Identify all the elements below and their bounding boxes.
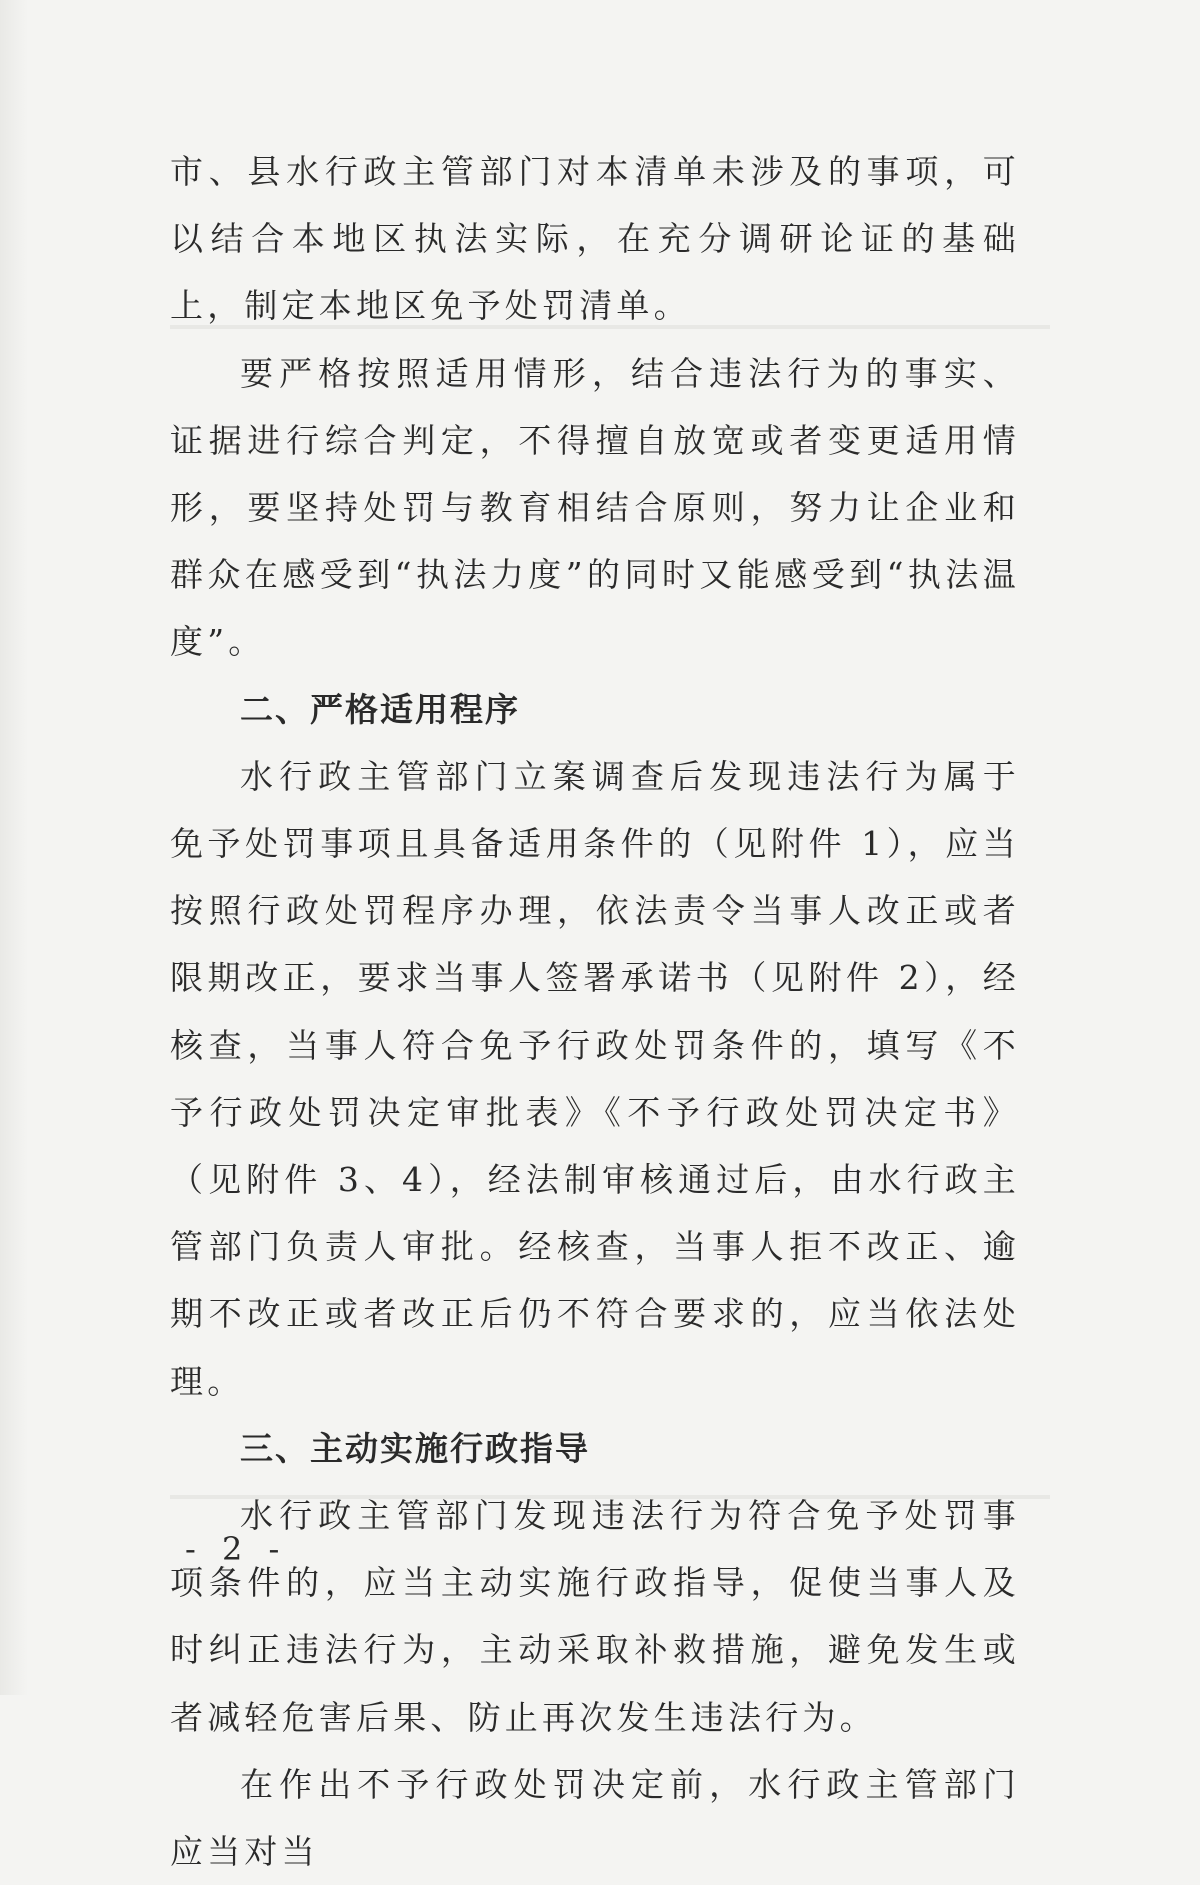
document-body: [170, 138, 1020, 1885]
body-paragraph: 要严格按照适用情形，结合违法行为的事实、证据进行综合判定，不得擅自放宽或者变更适用情形，要坚持处罚与教育相结合原则，努力让企业和群众在感受到“执法力度”的同时又能感受到“执法温度”。: [170, 353, 1020, 662]
body-paragraph: 水行政主管部门发现违法行为符合免予处罚事项条件的，应当主动实施行政指导，促使当事人及时纠正违法行为，主动采取补救措施，避免发生或者减轻危害后果、防止再次发生违法行为。: [170, 1496, 1020, 1737]
scan-edge-shadow: [0, 0, 28, 1695]
page-number: - 2 -: [185, 1530, 288, 1568]
body-paragraph: 市、县水行政主管部门对本清单未涉及的事项，可以结合本地区执法实际，在充分调研论证的基础上，制定本地区免予处罚清单。: [170, 152, 1020, 326]
section-heading: 三、主动实施行政指导: [240, 1428, 590, 1468]
body-paragraph: 水行政主管部门立案调查后发现违法行为属于免予处罚事项且具备适用条件的（见附件 1），应当按照行政处罚程序办理，依法责令当事人改正或者限期改正，要求当事人签署承诺书（见附件 2），经核查，当事人符合免予行政处罚条件的，填写《不予行政处罚决定审批表》《不予行政处罚决定书》（见附件 3、4），经法制审核通过后，由水行政主管部门负责人审批。经核查，当事人拒不改正、逾期不改正或者改正后仍不符合要求的，应当依法处理。: [170, 756, 1020, 1401]
section-heading: 二、严格适用程序: [240, 689, 520, 729]
body-paragraph: 在作出不予行政处罚决定前，水行政主管部门应当对当: [170, 1764, 1020, 1872]
